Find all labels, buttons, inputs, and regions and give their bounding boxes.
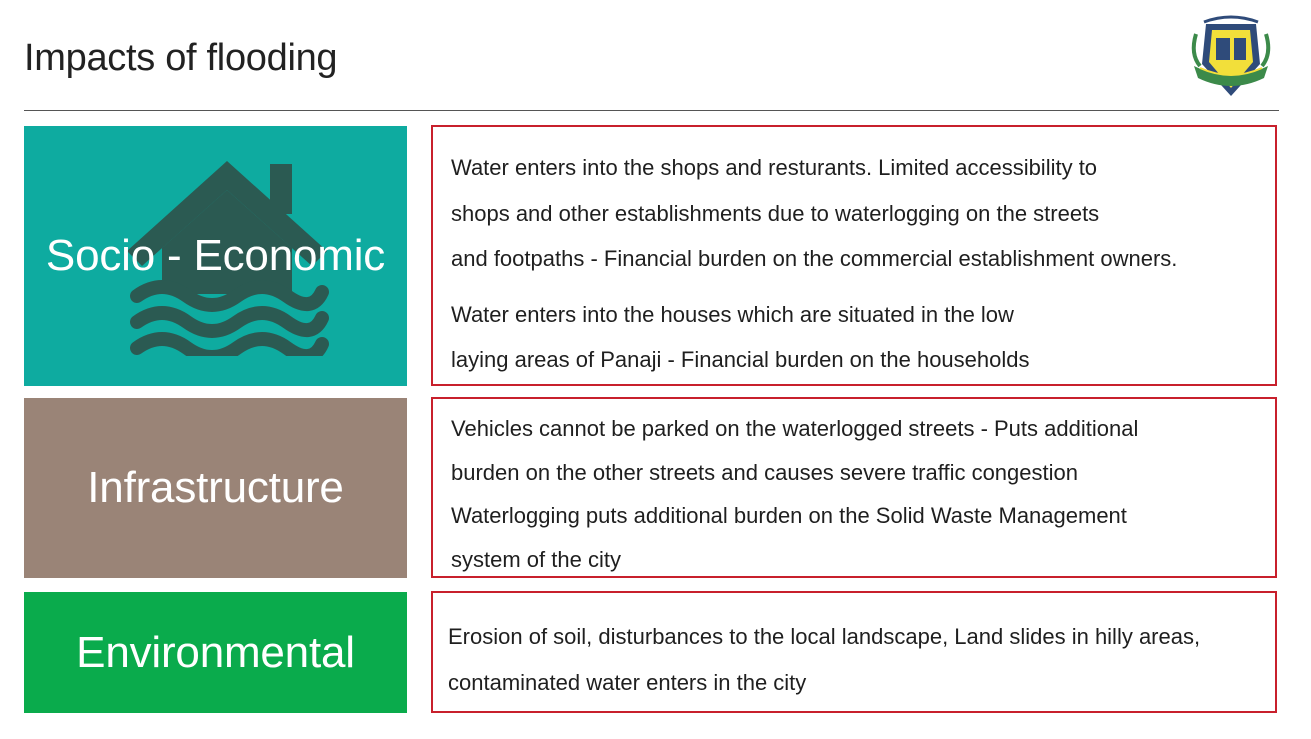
description-line: Water enters into the shops and resturants. Limited accessibility to xyxy=(451,155,1098,180)
category-environmental xyxy=(24,592,407,713)
description-paragraph xyxy=(451,407,1259,578)
description-socio-economic xyxy=(431,125,1277,386)
description-line: Waterlogging puts additional burden on the Solid Waste Management xyxy=(451,503,1127,528)
category-label: Environmental xyxy=(76,627,355,677)
category-label: Socio - Economic xyxy=(45,231,386,280)
title-divider xyxy=(24,110,1279,111)
category-label: Infrastructure xyxy=(87,463,344,512)
description-paragraph xyxy=(448,614,1263,706)
description-line: contaminated water enters in the city xyxy=(448,670,807,695)
description-line: system of the city xyxy=(451,546,621,572)
city-corporation-crest-icon xyxy=(1186,14,1276,100)
category-socio-economic xyxy=(24,126,407,386)
description-infrastructure xyxy=(431,397,1277,578)
description-paragraph xyxy=(451,292,1259,383)
description-line: Water enters into the houses which are situated in the low xyxy=(451,301,1014,327)
description-line: Vehicles cannot be parked on the waterlogged streets - Puts additional xyxy=(451,416,1139,441)
description-line: laying areas of Panaji - Financial burden on the households xyxy=(451,347,1030,372)
description-environmental xyxy=(431,591,1277,713)
category-infrastructure xyxy=(24,398,407,578)
description-line: burden on the other streets and causes severe traffic congestion xyxy=(451,459,1078,485)
description-line: shops and other establishments due to waterlogging on the streets xyxy=(451,200,1100,226)
page-title: Impacts of flooding xyxy=(24,37,338,79)
description-line: and footpaths - Financial burden on the commercial establishment owners. xyxy=(451,246,1178,271)
description-line: Erosion of soil, disturbances to the local landscape, Land slides in hilly areas, xyxy=(448,624,1201,649)
description-paragraph xyxy=(451,145,1259,282)
